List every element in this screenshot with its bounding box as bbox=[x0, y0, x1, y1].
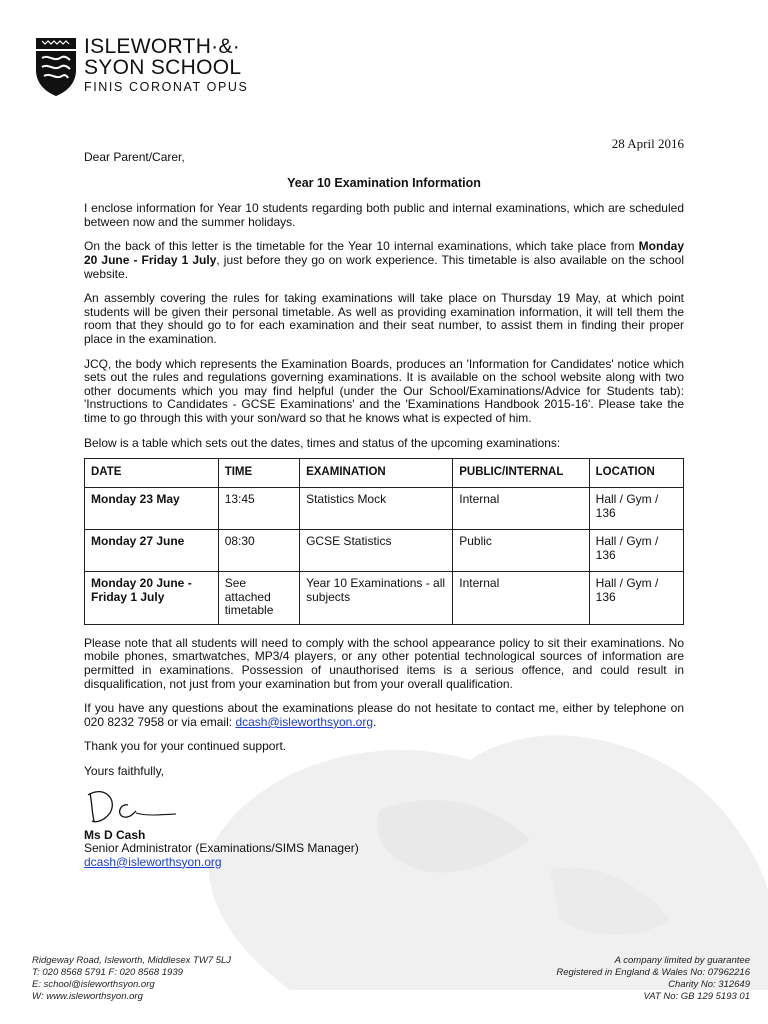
header-examination: EXAMINATION bbox=[300, 459, 453, 488]
cell-location: Hall / Gym / 136 bbox=[589, 572, 683, 625]
paragraph-table-intro: Below is a table which sets out the dates, times and status of the upcoming examinations: bbox=[84, 435, 561, 450]
footer-vat: VAT No: GB 129 5193 01 bbox=[643, 991, 750, 1002]
school-crest-icon bbox=[34, 36, 78, 98]
footer-company: A company limited by guarantee bbox=[614, 955, 750, 966]
cell-time: See attached timetable bbox=[218, 572, 299, 625]
paragraph-assembly: An assembly covering the rules for taking examinations will take place on Thursday 19 May, at which point students will be given their personal timetable. As well as providing examination information, it will tell them the room that they should go to for each examination and their seat number, to assist them in finding their proper place in the examination. bbox=[84, 291, 684, 346]
cell-date: Monday 20 June - Friday 1 July bbox=[85, 572, 219, 625]
paragraph-contact bbox=[84, 702, 684, 729]
header-location: LOCATION bbox=[589, 459, 683, 488]
footer-charity: Charity No: 312649 bbox=[668, 979, 750, 990]
contact-text-start: If you have any questions about the examinations please do not hesitate to contact me, either by telephone on 020 8232 7958 or via email: bbox=[84, 701, 684, 729]
cell-location: Hall / Gym / 136 bbox=[589, 488, 683, 530]
table-row bbox=[85, 530, 684, 572]
header-date: DATE bbox=[85, 459, 219, 488]
cell-examination: Year 10 Examinations - all subjects bbox=[300, 572, 453, 625]
signer-email-link[interactable]: dcash@isleworthsyon.org bbox=[84, 854, 222, 869]
cell-examination: Statistics Mock bbox=[300, 488, 453, 530]
school-name-line1: ISLEWORTH·&· bbox=[84, 35, 241, 58]
paragraph-appearance-policy: Please note that all students will need to comply with the school appearance policy to sit their examinations. No mobile phones, smartwatches, MP3/4 players, or any other potential technological sources of information are permitted in examinations. Possession of unauthorised items is a serious offence, and could result in disqualification, not just from your examination but from your overall qualification. bbox=[84, 635, 684, 691]
cell-status: Internal bbox=[453, 488, 589, 530]
header-public-internal: PUBLIC/INTERNAL bbox=[453, 459, 589, 488]
signer-name: Ms D Cash bbox=[84, 827, 146, 842]
signature-block bbox=[84, 829, 684, 870]
examination-table bbox=[84, 458, 684, 625]
timetable-text-end: , just before they go on work experience. This timetable is also available on the school website. bbox=[84, 252, 685, 281]
table-row bbox=[85, 488, 684, 530]
letter-body bbox=[84, 151, 684, 869]
school-logo bbox=[34, 36, 248, 98]
signer-title: Senior Administrator (Examinations/SIMS Manager) bbox=[84, 841, 359, 856]
footer-registration bbox=[556, 955, 750, 1003]
cell-time: 13:45 bbox=[218, 488, 299, 530]
header-time: TIME bbox=[218, 459, 299, 488]
footer-registered: Registered in England & Wales No: 07962216 bbox=[556, 967, 750, 978]
paragraph-jcq: JCQ, the body which represents the Examination Boards, produces an 'Information for Candidates' notice which sets out the rules and regulations governing examinations. It is available on the school website along with two other documents which you may find helpful (under the Our School/Examinations/Advice for Students tab): 'Instructions to Candidates - GCSE Examinations' and the 'Examinations Handbook 2015-16'. Please take the time to go through this with your son/ward so that he knows what is expected of him. bbox=[84, 356, 684, 425]
cell-examination: GCSE Statistics bbox=[300, 530, 453, 572]
paragraph-thanks: Thank you for your continued support. bbox=[84, 739, 287, 754]
footer-contact bbox=[32, 955, 231, 1003]
salutation: Dear Parent/Carer, bbox=[84, 150, 185, 164]
timetable-text-start: On the back of this letter is the timetable for the Year 10 internal examinations, which take place from bbox=[84, 239, 639, 254]
school-motto: FINIS CORONAT OPUS bbox=[84, 80, 249, 94]
signature-image bbox=[84, 781, 184, 827]
closing: Yours faithfully, bbox=[84, 764, 165, 779]
footer-email: E: school@isleworthsyon.org bbox=[32, 979, 155, 990]
footer-phone: T: 020 8568 5791 F: 020 8568 1939 bbox=[32, 967, 183, 978]
paragraph-intro: I enclose information for Year 10 students regarding both public and internal examinations, which are scheduled between now and the summer holidays. bbox=[84, 201, 684, 229]
contact-text-end: . bbox=[373, 714, 377, 729]
table-row bbox=[85, 572, 684, 625]
cell-time: 08:30 bbox=[218, 530, 299, 572]
contact-email-link[interactable]: dcash@isleworthsyon.org bbox=[235, 714, 374, 729]
letter-date: 28 April 2016 bbox=[611, 136, 684, 151]
cell-status: Public bbox=[453, 530, 589, 572]
footer-web: W: www.isleworthsyon.org bbox=[32, 991, 143, 1002]
cell-date: Monday 23 May bbox=[85, 488, 219, 530]
cell-location: Hall / Gym / 136 bbox=[589, 530, 683, 572]
table-header-row bbox=[85, 459, 684, 488]
timetable-dates: Monday 20 June - Friday 1 July bbox=[84, 239, 684, 267]
cell-date: Monday 27 June bbox=[85, 530, 219, 572]
cell-status: Internal bbox=[453, 572, 589, 625]
footer-address: Ridgeway Road, Isleworth, Middlesex TW7 5LJ bbox=[32, 955, 232, 966]
school-name-line2: SYON SCHOOL bbox=[84, 56, 242, 79]
letter-title: Year 10 Examination Information bbox=[287, 175, 481, 190]
paragraph-timetable bbox=[84, 240, 684, 281]
